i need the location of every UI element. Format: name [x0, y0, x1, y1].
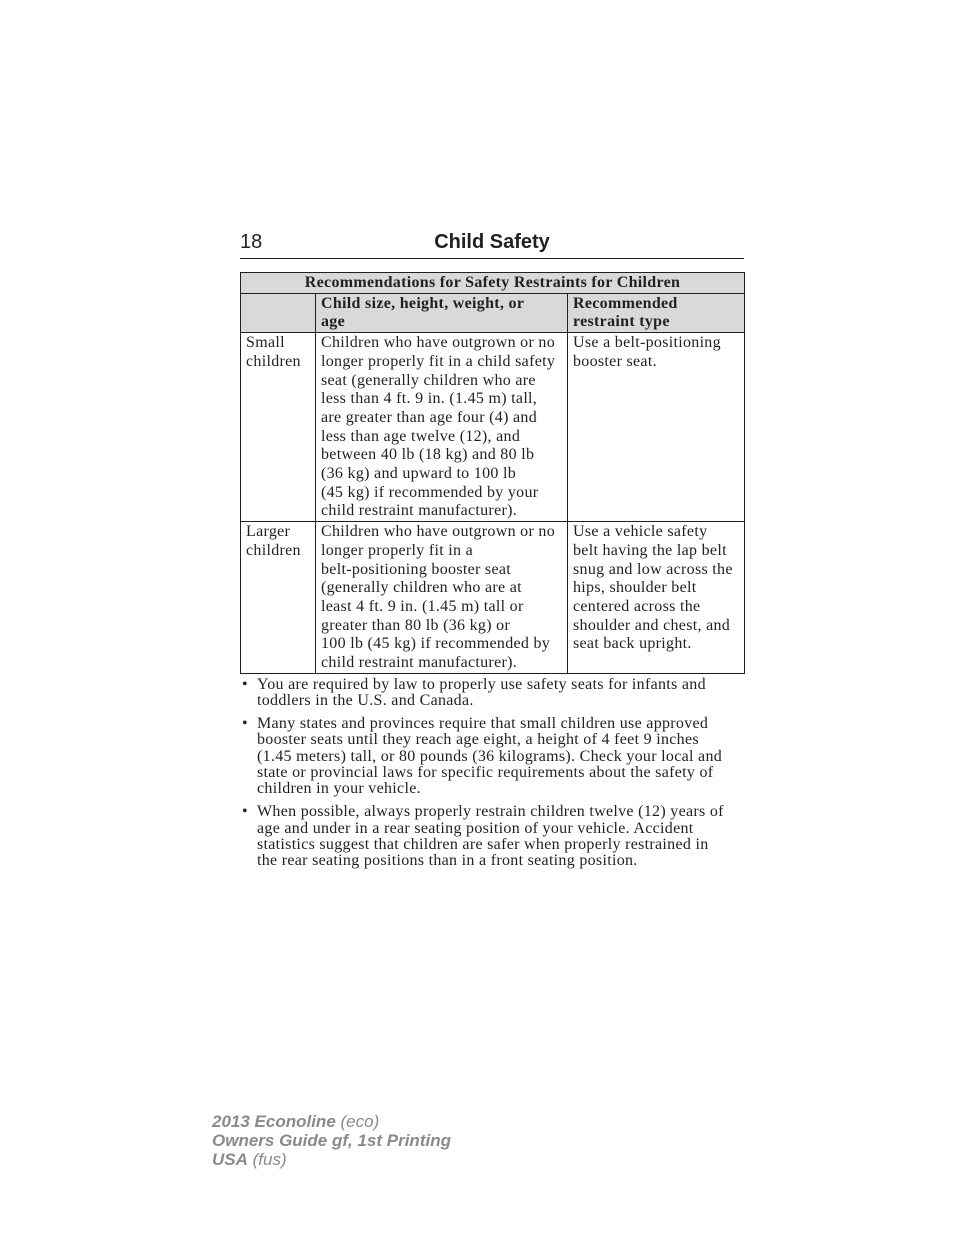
footer-guide-line — [212, 1131, 451, 1150]
list-item-text: When possible, always properly restrain children twelve (12) years of age and under in a rear seating position of your vehicle. Accident statistics suggest that children are safer when properly restrained in the rear seating positions than in a front seating position. — [257, 803, 724, 870]
page-number: 18 — [240, 231, 263, 253]
list-item-text: Many states and provinces require that small children use approved booster seats until they reach age eight, a height of 4 feet 9 inches (1.45 meters) tall, or 80 pounds (36 kilograms). Check your local and state or provincial laws for specific requirements about the safety of children in your vehicle. — [257, 715, 723, 798]
table-title: Recommendations for Safety Restraints for Children — [241, 273, 745, 294]
list-item-text: You are required by law to properly use safety seats for infants and toddlers in the U.S. and Canada. — [257, 676, 706, 710]
restraint-cell: Use a vehicle safety belt having the lap belt snug and low across the hips, shoulder belt centered across the shoulder and chest, and seat back upright. — [568, 522, 745, 674]
list-item — [240, 804, 750, 869]
header-child-size: Child size, height, weight, or age — [316, 293, 568, 332]
header-category-cell — [241, 293, 316, 332]
table-header-row — [241, 293, 745, 332]
footer-market: USA — [212, 1150, 248, 1169]
footer-market-line — [212, 1150, 451, 1169]
table-row — [241, 522, 745, 674]
footer-model-code: (eco) — [340, 1112, 380, 1131]
safety-bullet-list — [240, 677, 750, 876]
section-title: Child Safety — [434, 231, 550, 253]
table-row — [241, 333, 745, 522]
category-cell: Larger children — [241, 522, 316, 674]
restraint-recommendations-table — [240, 272, 745, 674]
category-cell: Small children — [241, 333, 316, 522]
footer-model: 2013 Econoline — [212, 1112, 336, 1131]
criteria-cell: Children who have outgrown or no longer properly fit in a belt-positioning booster seat (generally children who are at least 4 ft. 9 in. (1.45 m) tall or greater than 80 lb (36 kg) or 100 lb (45 kg) if recommended by child restraint manufacturer). — [316, 522, 568, 674]
bullet-marker-icon: • — [242, 676, 248, 693]
footer-market-code: (fus) — [252, 1150, 287, 1169]
list-item — [240, 716, 750, 797]
page-header — [240, 230, 744, 259]
footer-guide: Owners Guide gf, 1st Printing — [212, 1131, 451, 1150]
table-title-row — [241, 273, 745, 294]
restraint-cell: Use a belt-positioning booster seat. — [568, 333, 745, 522]
bullet-marker-icon: • — [242, 715, 248, 733]
footer-model-line — [212, 1112, 451, 1131]
print-info-footer — [212, 1112, 451, 1169]
bullet-marker-icon: • — [242, 803, 248, 821]
list-item — [240, 677, 750, 710]
header-restraint-type: Recommended restraint type — [568, 293, 745, 332]
criteria-cell: Children who have outgrown or no longer properly fit in a child safety seat (generally children who are less than 4 ft. 9 in. (1.45 m) tall, are greater than age four (4) and less than age twelve (12), and between 40 lb (18 kg) and 80 lb (36 kg) and upward to 100 lb (45 kg) if recommended by your child restraint manufacturer). — [316, 333, 568, 522]
